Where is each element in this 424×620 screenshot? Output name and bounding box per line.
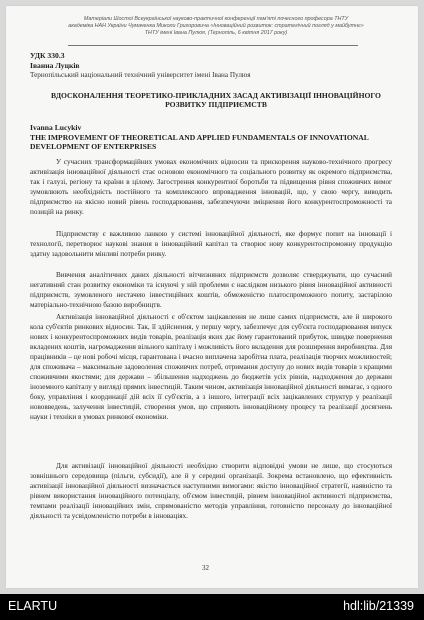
handle-link[interactable]: hdl:lib/21339 (343, 599, 414, 613)
footer-bar (0, 594, 424, 620)
title-ua: ВДОСКОНАЛЕННЯ ТЕОРЕТИКО-ПРИКЛАДНИХ ЗАСАД АКТИВІЗАЦІЇ ІННОВАЦІЙНОГО РОЗВИТКУ ПІДПРИЄМСТВ (51, 91, 381, 109)
conference-header (46, 16, 386, 36)
page-number: 32 (202, 564, 209, 572)
affiliation: Тернопільський національний технічний університет імені Івана Пулюя (30, 71, 251, 79)
author-name-ua: Іванна Луцків (30, 61, 80, 70)
udc-code: УДК 330.3 (30, 51, 65, 60)
paragraph-3: Вивчення аналітичних даних діяльності вітчизняних підприємств дозволяє стверджувати, що сучасний негативний стан розвитку економіки та існуючі у ній проблеми є наслідком низького рівня інноваційної активності підприємств, зумовленого нестачею інвестиційних коштів, обмеженістю платоспроможного попиту, застарілою матеріально-технічною базою виробництв. (30, 271, 392, 309)
repository-name: ELARTU (8, 599, 58, 613)
document-page (6, 6, 418, 588)
header-line-1: Матеріали Шостої Всеукраїнської науково-практичної конференції пам'яті почесного професора ТНТУ (83, 16, 349, 22)
paragraph-2: Підприємству є важливою ланкою у системі інноваційної діяльності, яке формує попит на інновації і технології, перетворює наукові знання в інноваційний капітал та створює нову конкурентоспроможну продукцію здатну задовольнити мінливі потреби ринку. (30, 230, 392, 258)
header-line-2: академіка НАН України Чумаченка Миколи Григоровича «Інноваційний розвиток: стратегічний погляд у майбутнє» (68, 22, 364, 29)
header-line-3: ТНТУ імені Івана Пулюя, (Тернопіль, 6 квітня 2017 року) (144, 29, 288, 36)
paragraph-4: Активізація інноваційної діяльності є об'єктом зацікавлення не лише самих підприємств, але й широкого кола суб'єктів ринкових відносин. Так, її здійснення, у першу чергу, забезпечує для суб'єкта господарювання випуск нових і конкурентоспроможних видів товарів, реалізація яких дає йому гарантований прибуток, швидке повернення вкладених коштів, нагромадження вільного капіталу і можливість його вкладення для розширення виробництва. Для працівників – це нові робочі місця, гарантована і вчасно виплачена заробітна плата, реалізація творчих можливостей; для споживача – максимальне задоволення споживчих потреб, отримання доступу до нових видів товарів з кращими споживчими якостями; для держави – збільшення надходжень до бюджетів усіх рівнів, надходження до держави іноземного капіталу у вигляді прямих інвестицій. Таким чином, активізація інноваційної діяльності вимагає, з одного боку, управління і координації дій всіх її суб'єктів, а з іншого, інтеграції всіх зацікавлених структур у реалізації нововведень, залучення інвестицій, створення умов, що сприяють інноваційному процесу та реалізації досягнень науки і техніки в умовах ринкової економіки. (30, 313, 392, 421)
paragraph-5: Для активізації інноваційної діяльності необхідно створити відповідні умови не лише, що стосуються зовнішнього середовища (пільги, субсидії), але й у середині організації. Зокрема встановлено, що ефективність активізації інноваційної діяльності визначається наступними вимогами: якістю інноваційної стратегії, наявністю та рівнем використання інноваційного потенціалу, об'ємом інвестицій, рівнем інноваційної активності підприємства, темпами реалізації інноваційних змін, спрямованістю методів управління, готовністю персоналу до інноваційної діяльності та усвідомленістю потреби в інноваціях. (30, 462, 392, 520)
author-name-en: Ivanna Lucykiv (30, 123, 82, 132)
header-divider (68, 45, 358, 46)
paragraph-1: У сучасних трансформаційних умовах економічних відносин та прискорення науково-технічного прогресу активізація інноваційної діяльності стає основою економічного та соціального розвитку як окремого підприємства, так і галузі, регіону та країни в цілому. Загострення конкурентної боротьби та підвищення рівня споживчих вимог зумовлюють необхідність постійного та комплексного впровадження інновацій, що, у свою чергу, виводить підприємство на якісно новий рівень господарювання, забезпечуючи зміцнення його конкурентоспроможності та позицій на ринку. (30, 158, 392, 216)
title-en: THE IMPROVEMENT OF THEORETICAL AND APPLIED FUNDAMENTALS OF INNOVATIONAL DEVELOPMENT OF ENTERPRISES (30, 133, 369, 151)
